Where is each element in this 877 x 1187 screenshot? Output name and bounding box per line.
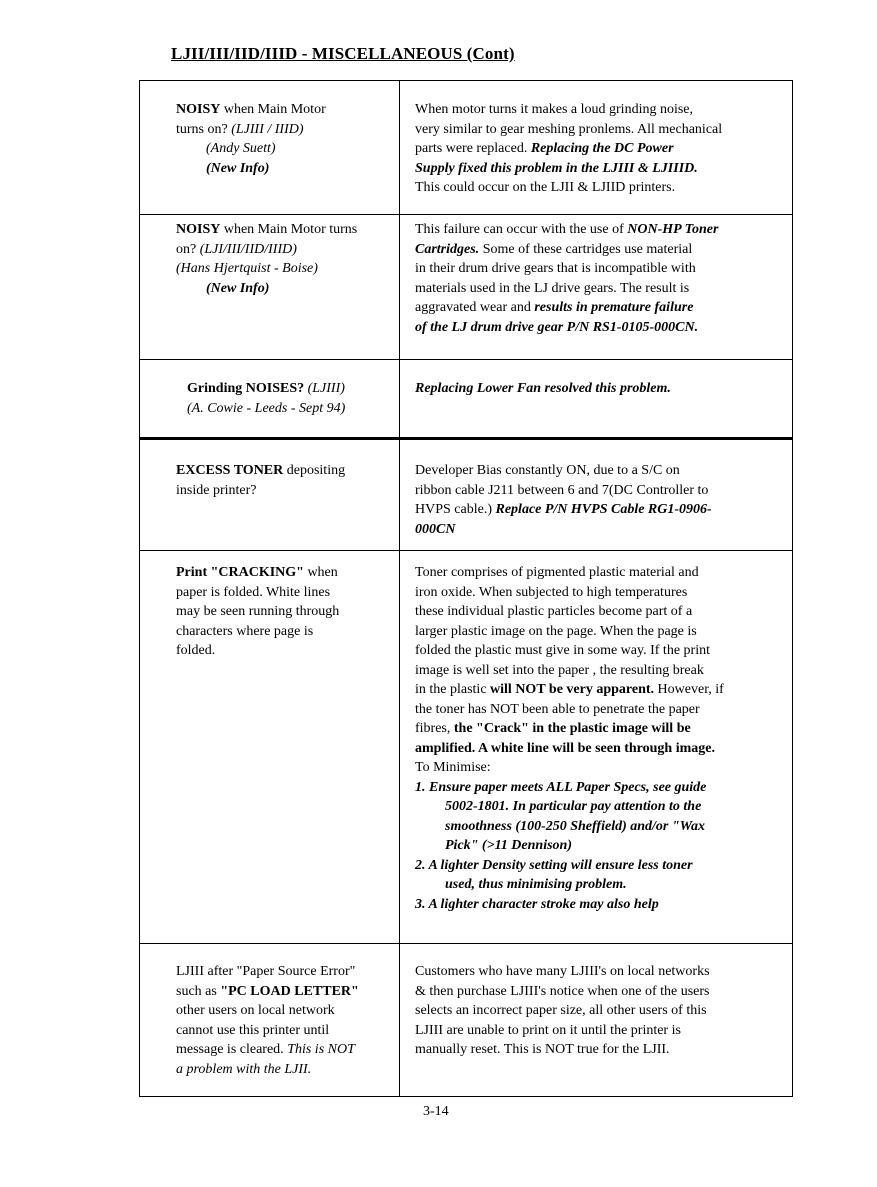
author-label: (Hans Hjertquist - Boise) xyxy=(176,261,318,276)
model-label: (LJI/III/IID/IIID) xyxy=(199,241,297,257)
solution-text: HVPS cable.) xyxy=(415,502,496,517)
solution-emphasis: Replacing Lower Fan resolved this problem. xyxy=(415,381,671,396)
table-row xyxy=(176,563,398,661)
solution-text: However, if xyxy=(654,682,724,697)
solution-emphasis: Replacing the DC Power xyxy=(530,141,674,156)
issue-keyword: Print "CRACKING" xyxy=(176,565,304,580)
list-item: 3. A lighter character stroke may also help xyxy=(415,896,659,912)
issue-text: cannot use this printer until xyxy=(176,1022,330,1038)
issue-text: such as xyxy=(176,983,221,999)
solution-text: the toner has NOT been able to penetrate the paper xyxy=(415,701,700,717)
solution-text: This failure can occur with the use of xyxy=(415,222,628,237)
table-row xyxy=(176,220,398,298)
solution-emphasis: Cartridges. xyxy=(415,241,480,257)
model-label: (LJIII) xyxy=(307,381,345,396)
issue-text: message is cleared. xyxy=(176,1042,288,1057)
issue-keyword: Grinding NOISES? xyxy=(187,381,308,396)
solution-text: parts were replaced. xyxy=(415,141,531,156)
issue-text: folded. xyxy=(176,643,216,658)
solution-text: Some of these cartridges use material xyxy=(479,241,693,257)
solution-cell xyxy=(415,563,789,914)
solution-emphasis: 000CN xyxy=(415,521,456,537)
issue-keyword: "PC LOAD LETTER" xyxy=(220,983,359,999)
solution-text: these individual plastic particles become part of a xyxy=(415,604,693,619)
issue-text: paper is folded. White lines xyxy=(176,584,331,600)
solution-text: Developer Bias constantly ON, due to a S/C on xyxy=(415,463,680,478)
issue-text: depositing xyxy=(283,463,346,478)
page-number: 3-14 xyxy=(423,1104,449,1119)
solution-emphasis: Supply fixed this problem in the LJIII & LJIIID. xyxy=(415,160,698,176)
solution-emphasis: of the LJ drum drive gear P/N RS1-0105-000CN. xyxy=(415,319,699,335)
solution-text: To Minimise: xyxy=(415,760,491,775)
solution-cell xyxy=(415,461,789,539)
list-item: 2. A lighter Density setting will ensure less toner xyxy=(415,857,693,873)
solution-text: larger plastic image on the page. When the page is xyxy=(415,623,697,639)
solution-text: image is well set into the paper , the resulting break xyxy=(415,662,704,678)
solution-text: aggravated wear and xyxy=(415,300,535,315)
author-label: (A. Cowie - Leeds - Sept 94) xyxy=(187,400,346,416)
issue-text: characters where page is xyxy=(176,623,314,639)
issue-text: when Main Motor xyxy=(220,102,326,117)
issue-keyword: NOISY xyxy=(176,222,221,237)
solution-text: folded the plastic must give in some way. If the print xyxy=(415,643,710,658)
solution-emphasis: will NOT be very apparent. xyxy=(490,682,655,697)
solution-text: fibres, xyxy=(415,721,454,736)
solution-text: This could occur on the LJII & LJIID printers. xyxy=(415,180,676,195)
table-row xyxy=(176,100,398,178)
solution-emphasis: NON-HP Toner xyxy=(627,222,719,237)
solution-text: ribbon cable J211 between 6 and 7(DC Controller to xyxy=(415,482,709,498)
table-row xyxy=(176,962,398,1079)
solution-text: When motor turns it makes a loud grinding noise, xyxy=(415,102,694,117)
issue-text: turns on? xyxy=(176,121,232,137)
solution-text: Toner comprises of pigmented plastic material and xyxy=(415,565,699,580)
solution-text: in the plastic xyxy=(415,682,491,697)
solution-cell xyxy=(415,962,789,1060)
row-divider xyxy=(139,437,793,440)
issue-keyword: NOISY xyxy=(176,102,221,117)
solution-emphasis: results in premature failure xyxy=(534,300,694,315)
solution-emphasis: Replace P/N HVPS Cable RG1-0906- xyxy=(495,502,712,517)
solution-text: LJIII are unable to print on it until the printer is xyxy=(415,1022,681,1038)
solution-text: materials used in the LJ drive gears. The result is xyxy=(415,280,690,296)
solution-text: manually reset. This is NOT true for the LJII. xyxy=(415,1042,670,1057)
solution-emphasis: the "Crack" in the plastic image will be xyxy=(453,721,691,736)
issue-text: inside printer? xyxy=(176,482,257,498)
model-label: (LJIII / IIID) xyxy=(231,121,304,137)
new-info-label: (New Info) xyxy=(206,280,270,296)
list-item: used, thus minimising problem. xyxy=(445,877,627,892)
issue-text: may be seen running through xyxy=(176,604,340,619)
solution-text: very similar to gear meshing pronlems. All mechanical xyxy=(415,121,723,137)
issue-note: a problem with the LJII. xyxy=(176,1061,312,1077)
issue-note: This is NOT xyxy=(287,1042,355,1057)
list-item: Pick" (>11 Dennison) xyxy=(445,838,572,853)
issue-text: when Main Motor turns xyxy=(220,222,358,237)
row-divider xyxy=(139,943,793,944)
solution-text: in their drum drive gears that is incompatible with xyxy=(415,261,696,276)
solution-text: & then purchase LJIII's notice when one of the users xyxy=(415,983,710,999)
page-title: LJII/III/IID/IIID - MISCELLANEOUS (Cont) xyxy=(171,44,515,63)
solution-text: selects an incorrect paper size, all other users of this xyxy=(415,1003,707,1018)
row-divider xyxy=(139,550,793,551)
issue-text: other users on local network xyxy=(176,1003,335,1018)
solution-emphasis: amplified. A white line will be seen through image. xyxy=(415,740,715,756)
row-divider xyxy=(139,359,793,360)
solution-cell xyxy=(415,379,789,399)
author-label: (Andy Suett) xyxy=(206,141,276,156)
new-info-label: (New Info) xyxy=(206,160,270,176)
table-row xyxy=(176,461,398,500)
table-row xyxy=(187,379,398,418)
solution-text: iron oxide. When subjected to high temperatures xyxy=(415,584,688,600)
issue-text: LJIII after "Paper Source Error" xyxy=(176,964,356,979)
issue-keyword: EXCESS TONER xyxy=(176,463,284,478)
row-divider xyxy=(139,214,793,215)
column-divider xyxy=(399,80,400,1097)
list-item: 1. Ensure paper meets ALL Paper Specs, see guide xyxy=(415,779,707,795)
solution-text: Customers who have many LJIII's on local networks xyxy=(415,964,710,979)
issue-text: when xyxy=(303,565,338,580)
issue-text: on? xyxy=(176,241,200,257)
list-item: smoothness (100-250 Sheffield) and/or "Wax xyxy=(445,818,706,834)
solution-cell xyxy=(415,100,789,198)
solution-cell xyxy=(415,220,789,337)
list-item: 5002-1801. In particular pay attention to the xyxy=(445,799,702,814)
